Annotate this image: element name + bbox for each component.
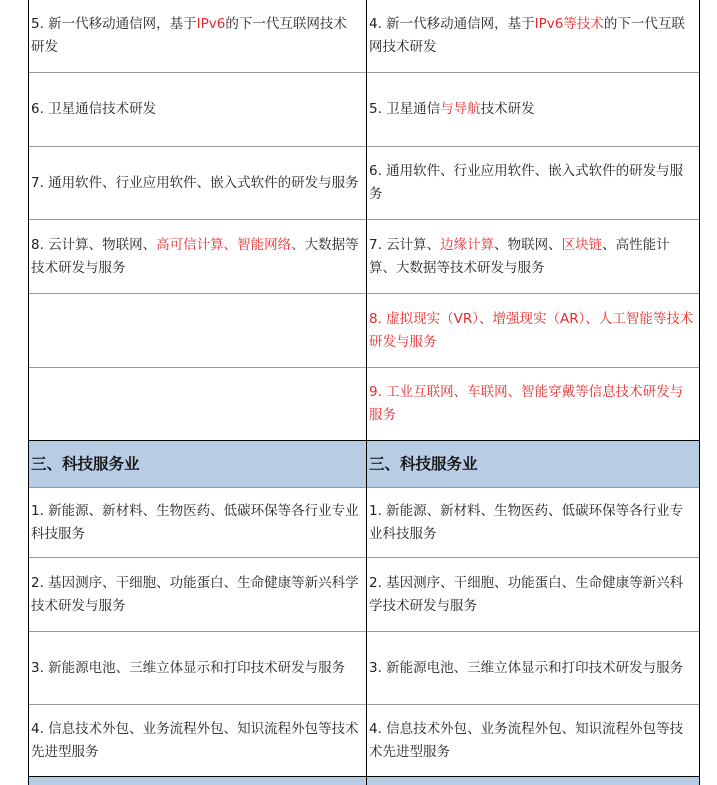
- highlighted-change: 高可信计算、智能网络、: [156, 236, 305, 253]
- table-row: [28, 631, 700, 704]
- highlighted-change: 区块链: [561, 236, 603, 253]
- highlighted-change: 边缘计算: [440, 236, 495, 253]
- cell-original-text: [28, 488, 365, 557]
- text-segment: 三、科技服务业: [369, 454, 478, 473]
- table-row: [28, 146, 700, 219]
- highlighted-change: 与导航: [440, 101, 481, 117]
- cell-revised-text: [366, 294, 700, 367]
- text-segment: 的下一代互联网技术研发: [369, 16, 685, 55]
- cell-text: [31, 453, 359, 476]
- text-segment: 4. 信息技术外包、业务流程外包、知识流程外包等技术先进型服务: [31, 720, 359, 760]
- cell-original-text: [28, 441, 365, 487]
- text-segment: 3. 新能源电池、三维立体显示和打印技术研发与服务: [31, 659, 346, 676]
- cell-original-text: [28, 777, 365, 785]
- cell-original-text: [28, 147, 365, 219]
- cell-text: [369, 572, 694, 618]
- cell-text: [369, 98, 694, 121]
- table-row: [28, 367, 700, 440]
- cell-text: [369, 160, 694, 206]
- table-row: [28, 72, 700, 146]
- cell-revised-text: [366, 488, 700, 557]
- cell-text: [31, 500, 359, 546]
- cell-text: [31, 98, 359, 121]
- text-segment: 的下一代互联网技术研发: [31, 16, 347, 55]
- text-segment: 、物联网、: [494, 236, 562, 253]
- cell-revised-text: [366, 777, 700, 785]
- text-segment: 三、科技服务业: [31, 454, 140, 473]
- highlighted-change: IPv6: [196, 16, 226, 32]
- cell-revised-text: [366, 0, 700, 72]
- table-row: [28, 219, 700, 293]
- highlighted-change: 8. 虚拟现实（VR）、增强现实（AR）、人工智能等技术研发与服务: [369, 310, 694, 350]
- cell-text: [369, 13, 694, 59]
- cell-revised-text: [366, 558, 700, 631]
- cell-revised-text: [366, 73, 700, 146]
- text-segment: 5. 卫星通信: [369, 101, 441, 117]
- cell-original-text: [28, 294, 365, 367]
- cell-original-text: [28, 73, 365, 146]
- text-segment: 4. 新一代移动通信网，基于: [369, 16, 535, 32]
- text-segment: 7. 云计算、: [369, 236, 441, 253]
- cell-original-text: [28, 558, 365, 631]
- cell-original-text: [28, 705, 365, 776]
- cell-original-text: [28, 0, 365, 72]
- text-segment: 大数据等技术研发与服务: [31, 236, 359, 276]
- cell-original-text: [28, 632, 365, 704]
- cell-original-text: [28, 220, 365, 293]
- highlighted-change: 9. 工业互联网、车联网、智能穿戴等信息技术研发与服务: [369, 384, 684, 423]
- cell-revised-text: [366, 220, 700, 293]
- table-row: [28, 0, 700, 72]
- text-segment: 4. 信息技术外包、业务流程外包、知识流程外包等技术先进型服务: [369, 720, 684, 760]
- table-row: [28, 487, 700, 557]
- text-segment: 5. 新一代移动通信网，基于: [31, 16, 197, 32]
- cell-revised-text: [366, 147, 700, 219]
- cell-revised-text: [366, 441, 700, 487]
- cell-text: [31, 657, 359, 680]
- text-segment: 8. 云计算、物联网、: [31, 236, 157, 253]
- section-header-row: [28, 440, 700, 487]
- text-segment: 2. 基因测序、干细胞、功能蛋白、生命健康等新兴科学技术研发与服务: [31, 574, 359, 614]
- cell-text: [31, 718, 359, 764]
- text-segment: 1. 新能源、新材料、生物医药、低碳环保等各行业专业科技服务: [369, 502, 684, 542]
- cell-text: [31, 172, 359, 195]
- text-segment: 3. 新能源电池、三维立体显示和打印技术研发与服务: [369, 659, 684, 676]
- table-right-border: [699, 0, 700, 785]
- text-segment: 2. 基因测序、干细胞、功能蛋白、生命健康等新兴科学技术研发与服务: [369, 574, 684, 614]
- text-segment: 、高性能计算、大数据等技术研发与服务: [369, 236, 670, 276]
- text-segment: 1. 新能源、新材料、生物医药、低碳环保等各行业专业科技服务: [31, 502, 359, 542]
- cell-text: [369, 453, 694, 476]
- table-row: [28, 557, 700, 631]
- text-segment: 技术研发: [480, 101, 535, 117]
- text-segment: 6. 卫星通信技术研发: [31, 101, 157, 117]
- cell-text: [369, 500, 694, 546]
- cell-text: [369, 718, 694, 764]
- cell-text: [369, 657, 694, 680]
- table-column-divider: [366, 0, 367, 785]
- cell-text: [31, 13, 359, 59]
- cell-text: [369, 308, 694, 354]
- cell-revised-text: [366, 368, 700, 440]
- cell-text: [369, 234, 694, 280]
- cell-original-text: [28, 368, 365, 440]
- section-header-row: [28, 776, 700, 785]
- cell-revised-text: [366, 705, 700, 776]
- table-row: [28, 293, 700, 367]
- cell-text: [31, 572, 359, 618]
- cell-revised-text: [366, 632, 700, 704]
- table-left-border: [28, 0, 29, 785]
- highlighted-change: IPv6等技术: [534, 16, 604, 32]
- text-segment: 7. 通用软件、行业应用软件、嵌入式软件的研发与服务: [31, 174, 359, 191]
- table-row: [28, 704, 700, 776]
- cell-text: [369, 381, 694, 427]
- text-segment: 6. 通用软件、行业应用软件、嵌入式软件的研发与服务: [369, 163, 684, 202]
- cell-text: [31, 234, 359, 280]
